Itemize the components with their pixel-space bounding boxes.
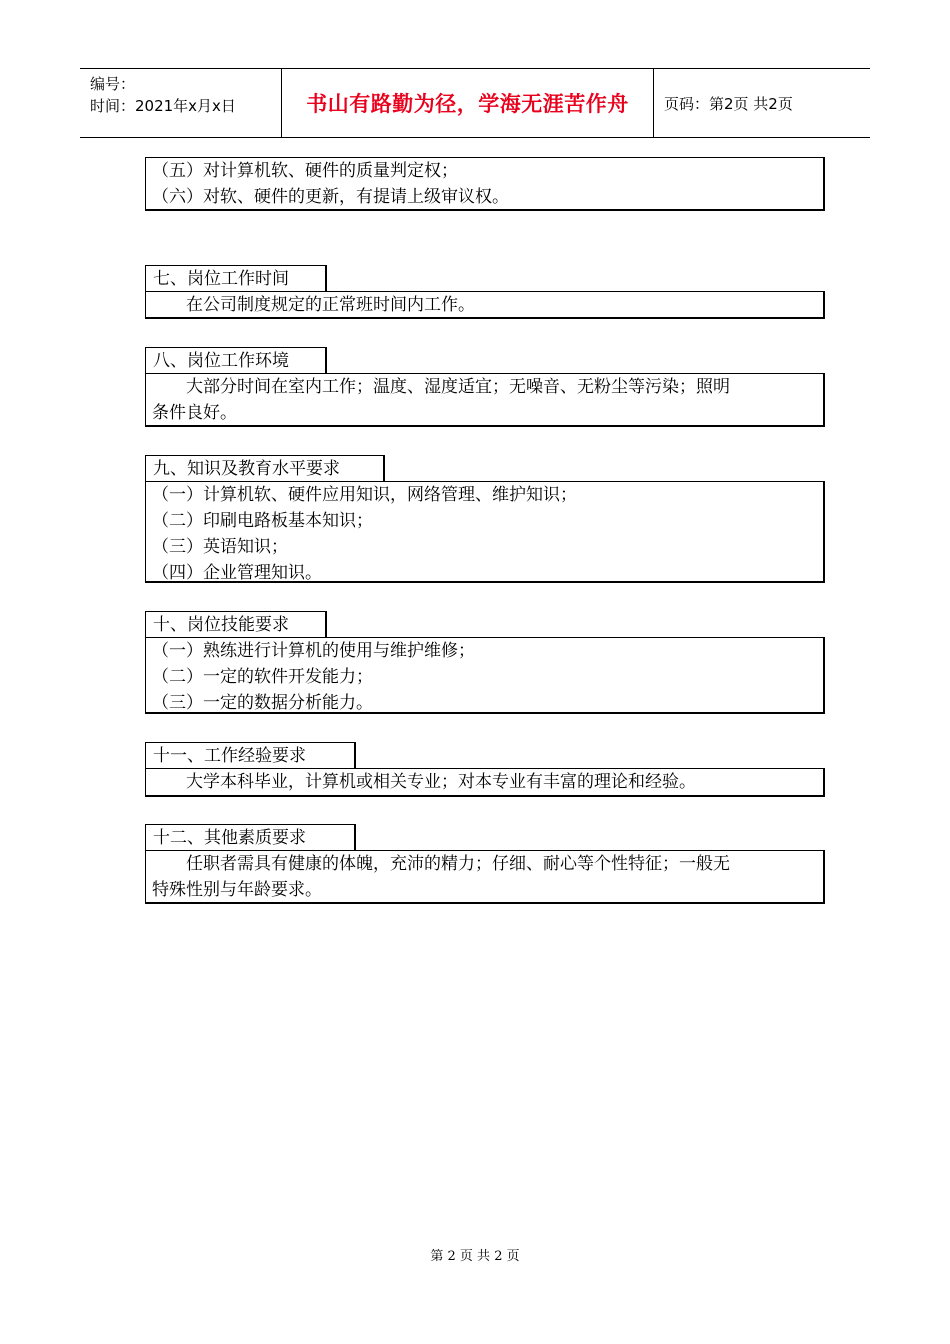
section-rights-continued (145, 157, 825, 211)
page-footer: 第 2 页 共 2 页 (430, 1249, 520, 1264)
section-text: 任职者需具有健康的体魄，充沛的精力；仔细、耐心等个性特征；一般无 (186, 854, 730, 874)
list-item: （三）一定的数据分析能力。 (152, 693, 373, 713)
section-text: 大部分时间在室内工作；温度、湿度适宜；无噪音、无粉尘等污染；照明 (186, 377, 730, 397)
section-body-experience (145, 768, 825, 797)
list-item: （二）一定的软件开发能力； (152, 667, 373, 687)
section-title-other-qualities: 十二、其他素质要求 (145, 824, 356, 851)
list-item: （四）企业管理知识。 (152, 563, 322, 583)
list-item: （二）印刷电路板基本知识； (152, 511, 373, 531)
list-item: （一）熟练进行计算机的使用与维护维修； (152, 641, 475, 661)
section-text: 条件良好。 (152, 403, 237, 423)
section-title-work-time: 七、岗位工作时间 (145, 265, 327, 292)
section-title-knowledge: 九、知识及教育水平要求 (145, 455, 385, 482)
list-item: （三）英语知识； (152, 537, 288, 557)
section-title-skills: 十、岗位技能要求 (145, 611, 327, 638)
header-motto: 书山有路勤为径，学海无涯苦作舟 (282, 69, 654, 137)
section-body-other-qualities (145, 850, 825, 904)
list-item: （六）对软、硬件的更新，有提请上级审议权。 (152, 187, 509, 207)
section-title-work-environment: 八、岗位工作环境 (145, 347, 327, 374)
header-meta (80, 69, 282, 137)
section-text: 在公司制度规定的正常班时间内工作。 (186, 295, 475, 315)
page-header (80, 68, 870, 138)
section-text: 大学本科毕业，计算机或相关专业；对本专业有丰富的理论和经验。 (186, 772, 696, 792)
section-text: 特殊性别与年龄要求。 (152, 880, 322, 900)
header-page-label: 页码：第2页 共2页 (664, 94, 793, 113)
document-number-label: 编号： (90, 75, 136, 93)
section-body-skills (145, 637, 825, 714)
section-body-work-time (145, 291, 825, 319)
section-body-knowledge (145, 481, 825, 583)
list-item: （一）计算机软、硬件应用知识，网络管理、维护知识； (152, 485, 577, 505)
document-date-label: 时间：2021年x月x日 (90, 97, 236, 115)
section-body-work-environment (145, 373, 825, 427)
list-item: （五）对计算机软、硬件的质量判定权； (152, 161, 458, 181)
section-title-experience: 十一、工作经验要求 (145, 742, 356, 769)
